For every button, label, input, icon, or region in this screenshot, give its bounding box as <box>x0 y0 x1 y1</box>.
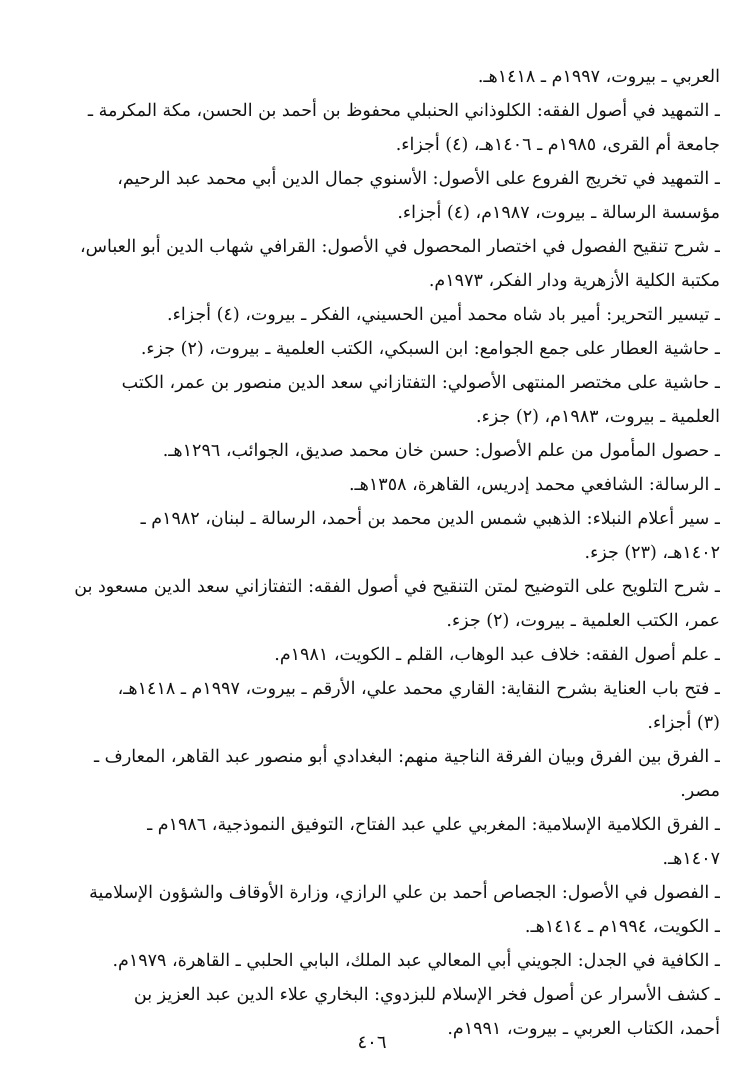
text-line: ـ الفصول في الأصول: الجصاص أحمد بن علي الرازي، وزارة الأوقاف والشؤون الإسلامية <box>89 883 720 903</box>
text-line: ـ حصول المأمول من علم الأصول: حسن خان محمد صديق، الجوائب، ١٢٩٦هـ. <box>162 441 720 461</box>
text-line: ـ التمهيد في تخريج الفروع على الأصول: الأسنوي جمال الدين أبي محمد عبد الرحيم، <box>117 169 720 189</box>
text-line: ـ شرح تنقيح الفصول في اختصار المحصول في الأصول: القرافي شهاب الدين أبو العباس، <box>80 237 720 257</box>
page-number: ٤٠٦ <box>357 1032 387 1053</box>
text-line: ـ شرح التلويح على التوضيح لمتن التنقيح في أصول الفقه: التفتازاني سعد الدين مسعود بن <box>74 577 720 597</box>
text-line: ـ الكويت، ١٩٩٤م ـ ١٤١٤هـ. <box>524 917 720 937</box>
text-line: ـ التمهيد في أصول الفقه: الكلوذاني الحنبلي محفوظ بن أحمد بن الحسن، مكة المكرمة ـ <box>87 101 720 121</box>
text-line: ـ الفرق الكلامية الإسلامية: المغربي علي عبد الفتاح، التوفيق النموذجية، ١٩٨٦م ـ <box>147 815 720 835</box>
text-line: عمر، الكتب العلمية ـ بيروت، (٢) جزء. <box>446 611 720 631</box>
text-line: ـ الكافية في الجدل: الجويني أبي المعالي عبد الملك، البابي الحلبي ـ القاهرة، ١٩٧٩م. <box>112 951 720 971</box>
text-line: مكتبة الكلية الأزهرية ودار الفكر، ١٩٧٣م. <box>428 271 720 291</box>
text-line: مصر. <box>680 781 720 801</box>
text-line: ـ حاشية على مختصر المنتهى الأصولي: التفتازاني سعد الدين منصور بن عمر، الكتب <box>121 373 720 393</box>
text-line: العلمية ـ بيروت، ١٩٨٣م، (٢) جزء. <box>476 407 720 427</box>
text-line: ١٤٠٢هـ، (٢٣) جزء. <box>584 543 720 563</box>
text-line: ـ علم أصول الفقه: خلاف عبد الوهاب، القلم ـ الكويت، ١٩٨١م. <box>274 645 720 665</box>
text-line: ـ الفرق بين الفرق وبيان الفرقة الناجية منهم: البغدادي أبو منصور عبد القاهر، المعارف ـ <box>93 747 720 767</box>
text-line: ـ كشف الأسرار عن أصول فخر الإسلام للبزدوي: البخاري علاء الدين عبد العزيز بن <box>133 985 720 1005</box>
text-line: ـ تيسير التحرير: أمير باد شاه محمد أمين الحسيني، الفكر ـ بيروت، (٤) أجزاء. <box>167 305 720 325</box>
text-line: ـ حاشية العطار على جمع الجوامع: ابن السبكي، الكتب العلمية ـ بيروت، (٢) جزء. <box>140 339 720 359</box>
text-line: أحمد، الكتاب العربي ـ بيروت، ١٩٩١م. <box>447 1019 720 1039</box>
text-line: ـ سير أعلام النبلاء: الذهبي شمس الدين محمد بن أحمد، الرسالة ـ لبنان، ١٩٨٢م ـ <box>140 509 720 529</box>
text-line: مؤسسة الرسالة ـ بيروت، ١٩٨٧م، (٤) أجزاء. <box>397 203 720 223</box>
text-line: جامعة أم القرى، ١٩٨٥م ـ ١٤٠٦هـ، (٤) أجزاء. <box>395 135 720 155</box>
text-line: (٣) أجزاء. <box>647 713 720 733</box>
bibliography-page <box>60 60 720 1046</box>
text-line: ـ الرسالة: الشافعي محمد إدريس، القاهرة، ١٣٥٨هـ. <box>348 475 720 495</box>
text-line: العربي ـ بيروت، ١٩٩٧م ـ ١٤١٨هـ. <box>477 67 720 87</box>
text-line: ١٤٠٧هـ. <box>662 849 720 869</box>
text-line: ـ فتح باب العناية بشرح النقاية: القاري محمد علي، الأرقم ـ بيروت، ١٩٩٧م ـ ١٤١٨هـ، <box>117 679 720 699</box>
